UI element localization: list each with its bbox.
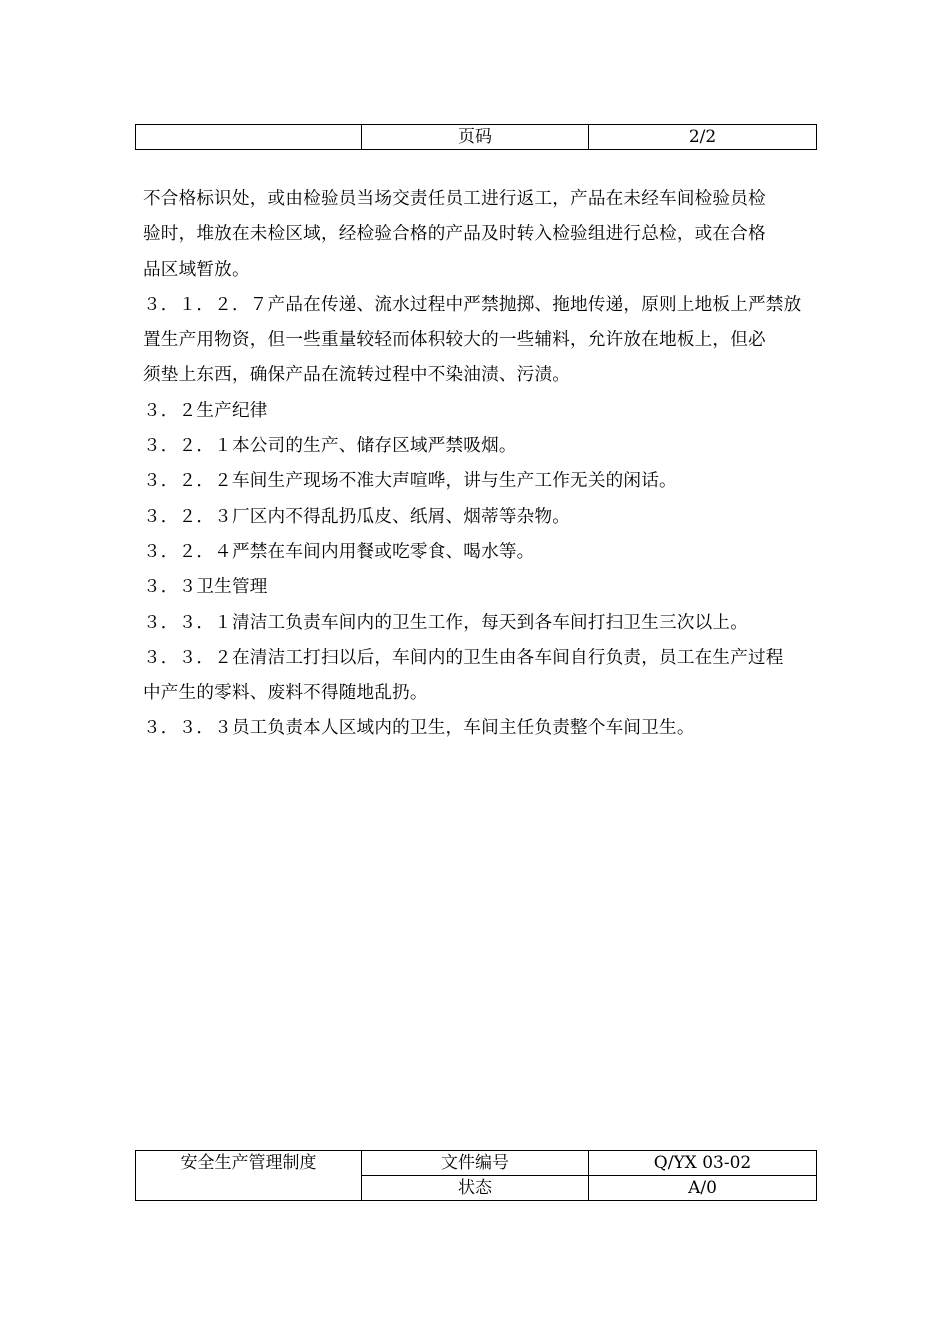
document-body	[143, 182, 818, 747]
body-line: ３．２．２车间生产现场不准大声喧哗，讲与生产工作无关的闲话。	[143, 471, 677, 492]
body-line: 置生产用物资，但一些重量较轻而体积较大的一些辅料，允许放在地板上，但必	[143, 330, 766, 351]
body-line: 验时，堆放在未检区域，经检验合格的产品及时转入检验组进行总检，或在合格	[143, 224, 766, 245]
document-title: 安全生产管理制度	[136, 1151, 362, 1201]
file-number-label: 文件编号	[362, 1151, 589, 1176]
page-number-label: 页码	[362, 125, 589, 150]
section-heading: ３．２生产纪律	[143, 400, 268, 421]
body-line: ３．３．３员工负责本人区域内的卫生，车间主任负责整个车间卫生。	[143, 718, 695, 739]
body-line: 中产生的零料、废料不得随地乱扔。	[143, 683, 428, 704]
body-line: 不合格标识处，或由检验员当场交责任员工进行返工，产品在未经车间检验员检	[143, 189, 766, 209]
page-number-value: 2/2	[589, 125, 817, 150]
section-heading: ３．３卫生管理	[143, 577, 268, 598]
header-empty-cell	[136, 125, 362, 150]
body-line: 品区域暂放。	[143, 259, 250, 280]
status-value: A/0	[589, 1176, 817, 1201]
body-line: ３．２．４严禁在车间内用餐或吃零食、喝水等。	[143, 541, 535, 562]
footer-row-1	[136, 1151, 817, 1176]
body-line: ３．３．２在清洁工打扫以后，车间内的卫生由各车间自行负责，员工在生产过程	[143, 647, 784, 668]
file-number-value: Q/YX 03-02	[589, 1151, 817, 1176]
page-footer-table	[135, 1150, 817, 1201]
body-line: ３．３．１清洁工负责车间内的卫生工作，每天到各车间打扫卫生三次以上。	[143, 612, 748, 633]
header-row	[136, 125, 817, 150]
status-label: 状态	[362, 1176, 589, 1201]
body-line: 须垫上东西，确保产品在流转过程中不染油渍、污渍。	[143, 365, 571, 386]
body-line: ３．２．１本公司的生产、储存区域严禁吸烟。	[143, 436, 517, 457]
body-line: ３．２．３厂区内不得乱扔瓜皮、纸屑、烟蒂等杂物。	[143, 506, 571, 527]
body-line: ３．１．２．７产品在传递、流水过程中严禁抛掷、拖地传递，原则上地板上严禁放	[143, 294, 802, 315]
page-header-table	[135, 124, 817, 150]
